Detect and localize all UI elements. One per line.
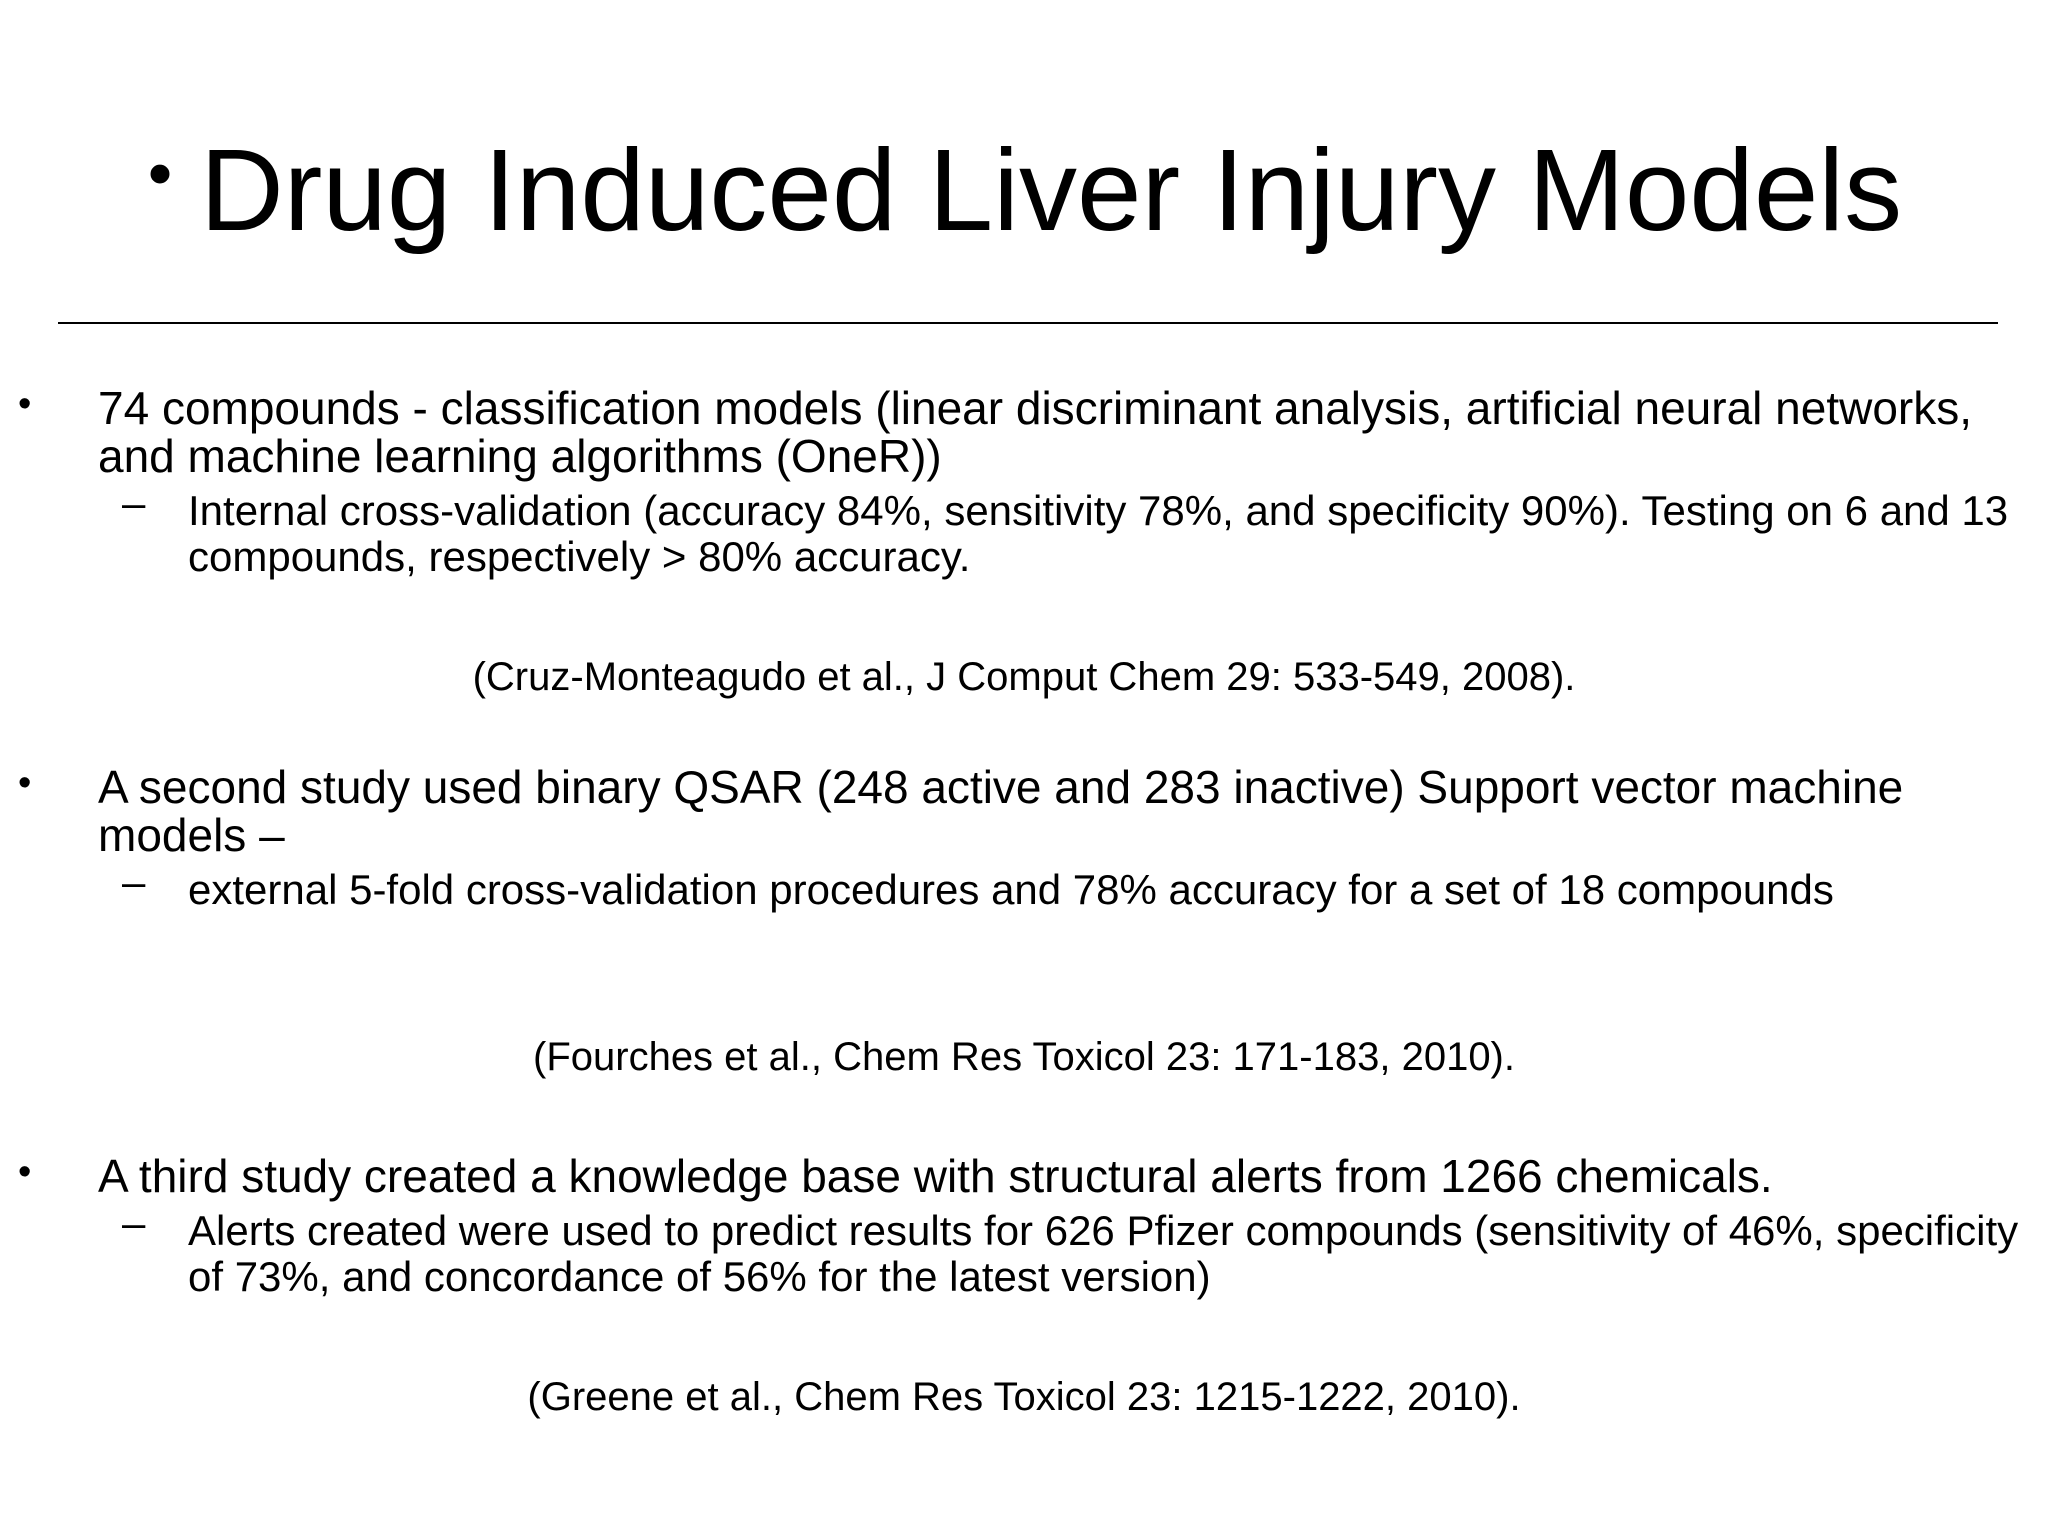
study-2	[0, 763, 2048, 913]
study-2-text: A second study used binary QSAR (248 active and 283 inactive) Support vector machine models –	[98, 761, 1904, 861]
title-bullet: •	[147, 134, 173, 212]
title-divider	[58, 322, 1998, 324]
study-3-main	[0, 1152, 2048, 1200]
study-1-citation: (Cruz-Monteagudo et al., J Comput Chem 29: 533-549, 2008).	[472, 655, 1576, 699]
study-3	[0, 1152, 2048, 1300]
title-text: Drug Induced Liver Injury Models	[200, 125, 1903, 255]
study-3-bullet: •	[18, 1151, 32, 1193]
study-3-sub-text: Alerts created were used to predict results for 626 Pfizer compounds (sensitivity of 46%, specificity of 73%, and concordance of 56% for the latest version)	[188, 1207, 2019, 1300]
study-1-text: 74 compounds - classification models (linear discriminant analysis, artificial neural networks, and machine learning algorithms (OneR))	[98, 382, 1973, 482]
study-1-sub-text: Internal cross-validation (accuracy 84%, sensitivity 78%, and specificity 90%). Testing on 6 and 13 compounds, respectively > 80% accuracy.	[188, 487, 2009, 580]
study-1	[0, 384, 2048, 580]
study-1-dash: –	[122, 479, 146, 526]
study-1-bullet: •	[18, 383, 32, 425]
study-1-main	[0, 384, 2048, 480]
study-2-main	[0, 763, 2048, 859]
study-2-sub-text: external 5-fold cross-validation procedures and 78% accuracy for a set of 18 compounds	[188, 866, 1834, 913]
study-1-sub	[0, 479, 2048, 580]
study-2-dash: –	[122, 858, 146, 905]
study-3-citation: (Greene et al., Chem Res Toxicol 23: 1215-1222, 2010).	[527, 1375, 1521, 1419]
study-3-sub	[0, 1199, 2048, 1300]
study-2-citation: (Fourches et al., Chem Res Toxicol 23: 171-183, 2010).	[533, 1035, 1515, 1079]
study-3-dash: –	[122, 1199, 146, 1246]
study-2-bullet: •	[18, 762, 32, 804]
study-3-text: A third study created a knowledge base with structural alerts from 1266 chemicals.	[98, 1150, 1773, 1202]
slide-title	[120, 120, 1980, 260]
study-2-sub	[0, 858, 2048, 913]
